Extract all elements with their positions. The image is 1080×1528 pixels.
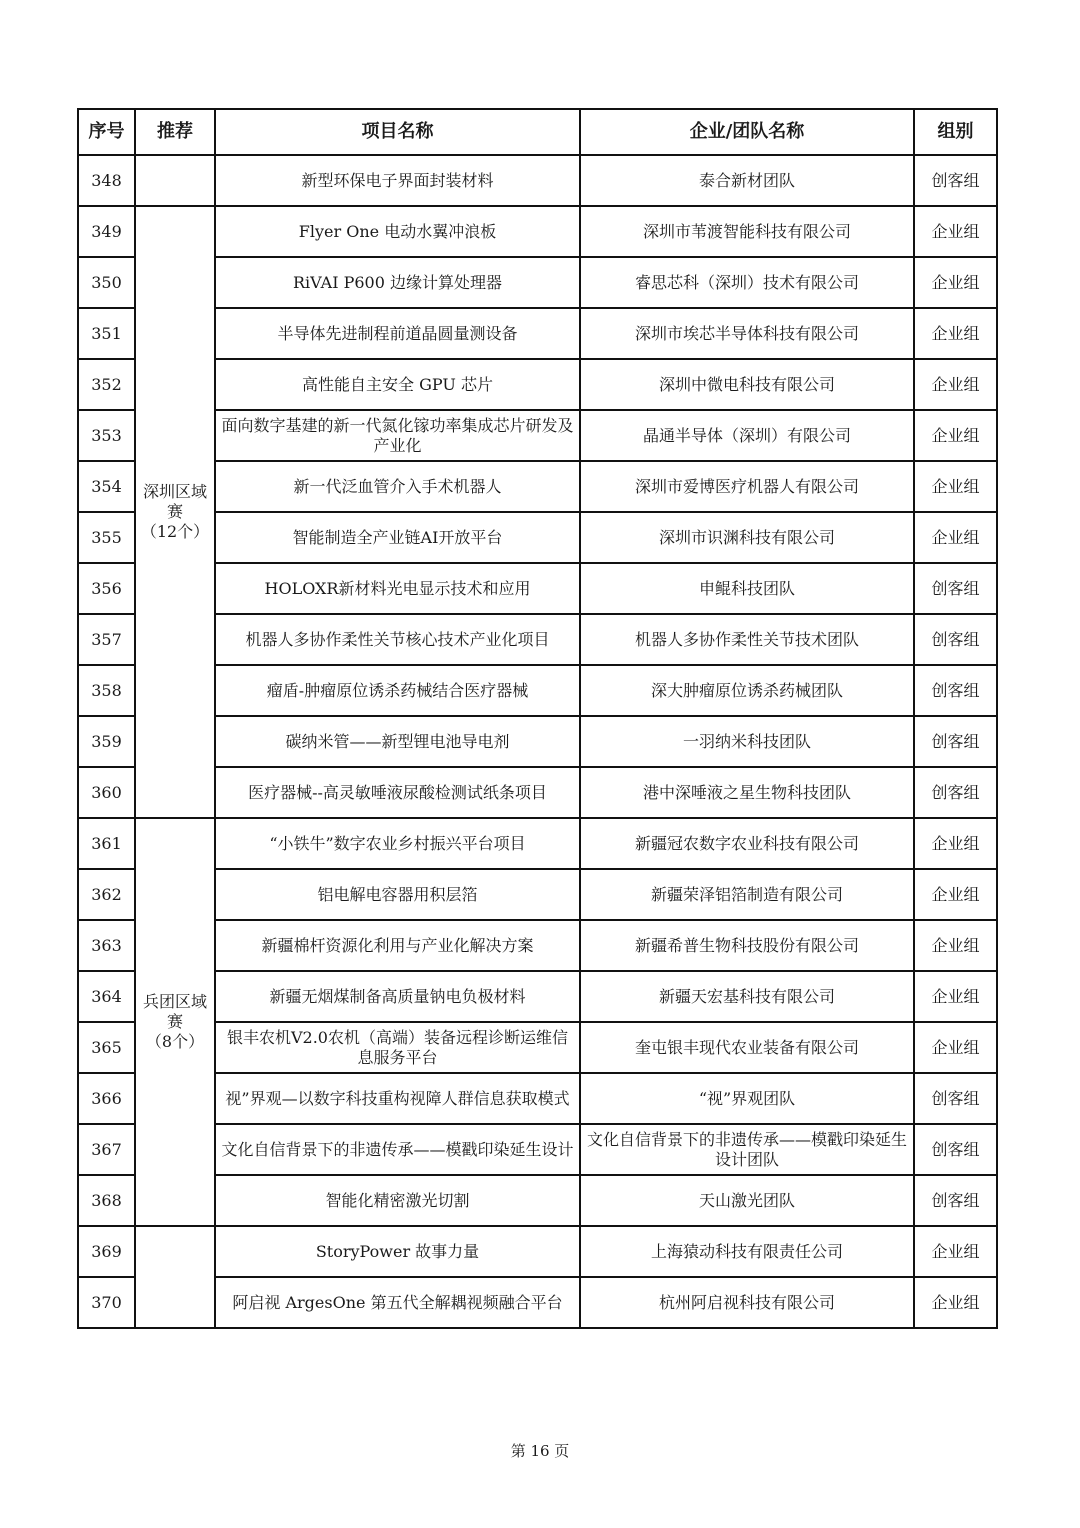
row-project: 新型环保电子界面封装材料 <box>215 155 580 206</box>
row-group: 创客组 <box>914 155 997 206</box>
row-company: “视”界观团队 <box>580 1073 914 1124</box>
header-seq: 序号 <box>78 109 135 155</box>
row-company: 机器人多协作柔性关节技术团队 <box>580 614 914 665</box>
row-project: 文化自信背景下的非遗传承——模戳印染延生设计 <box>215 1124 580 1175</box>
row-company: 上海猿动科技有限责任公司 <box>580 1226 914 1277</box>
row-group: 创客组 <box>914 716 997 767</box>
page-number: 第 16 页 <box>510 1442 570 1460</box>
row-project: StoryPower 故事力量 <box>215 1226 580 1277</box>
row-seq: 356 <box>78 563 135 614</box>
row-group: 创客组 <box>914 767 997 818</box>
row-group: 创客组 <box>914 563 997 614</box>
recommend-cell <box>135 206 215 818</box>
row-company: 新疆天宏基科技有限公司 <box>580 971 914 1022</box>
row-company: 申鲲科技团队 <box>580 563 914 614</box>
row-group: 企业组 <box>914 920 997 971</box>
recommend-cell <box>135 1226 215 1328</box>
row-project: Flyer One 电动水翼冲浪板 <box>215 206 580 257</box>
row-company: 一羽纳米科技团队 <box>580 716 914 767</box>
table-row <box>78 818 997 869</box>
row-seq: 362 <box>78 869 135 920</box>
table-row <box>78 716 997 767</box>
header-group: 组别 <box>914 109 997 155</box>
row-project: 医疗器械--高灵敏唾液尿酸检测试纸条项目 <box>215 767 580 818</box>
row-project: 银丰农机V2.0农机（高端）装备远程诊断运维信息服务平台 <box>215 1022 580 1073</box>
table-row <box>78 665 997 716</box>
table-row <box>78 155 997 206</box>
row-group: 企业组 <box>914 410 997 461</box>
table-row <box>78 563 997 614</box>
row-group: 企业组 <box>914 512 997 563</box>
row-seq: 360 <box>78 767 135 818</box>
row-company: 杭州阿启视科技有限公司 <box>580 1277 914 1328</box>
row-project: 智能制造全产业链AI开放平台 <box>215 512 580 563</box>
row-project: 阿启视 ArgesOne 第五代全解耦视频融合平台 <box>215 1277 580 1328</box>
row-project: “小铁牛”数字农业乡村振兴平台项目 <box>215 818 580 869</box>
header-project: 项目名称 <box>215 109 580 155</box>
row-group: 企业组 <box>914 461 997 512</box>
table-row <box>78 1022 997 1073</box>
row-group: 创客组 <box>914 1175 997 1226</box>
recommend-label: 兵团区域赛 <box>142 992 207 1031</box>
row-company: 新疆希普生物科技股份有限公司 <box>580 920 914 971</box>
row-company: 港中深唾液之星生物科技团队 <box>580 767 914 818</box>
row-seq: 351 <box>78 308 135 359</box>
row-project: 视”界观—以数字科技重构视障人群信息获取模式 <box>215 1073 580 1124</box>
row-seq: 366 <box>78 1073 135 1124</box>
row-seq: 365 <box>78 1022 135 1073</box>
row-seq: 361 <box>78 818 135 869</box>
row-project: 新疆棉杆资源化利用与产业化解决方案 <box>215 920 580 971</box>
recommend-label: 深圳区域赛 <box>142 482 207 521</box>
project-table <box>77 108 998 1329</box>
row-company: 深圳市爱博医疗机器人有限公司 <box>580 461 914 512</box>
row-company: 深大肿瘤原位诱杀药械团队 <box>580 665 914 716</box>
table-row <box>78 767 997 818</box>
row-seq: 364 <box>78 971 135 1022</box>
table-row <box>78 869 997 920</box>
table-row <box>78 461 997 512</box>
row-group: 企业组 <box>914 869 997 920</box>
table-row <box>78 1073 997 1124</box>
row-group: 企业组 <box>914 308 997 359</box>
row-company: 深圳市埃芯半导体科技有限公司 <box>580 308 914 359</box>
row-group: 企业组 <box>914 1022 997 1073</box>
recommend-label: （8个） <box>145 1032 205 1051</box>
row-seq: 355 <box>78 512 135 563</box>
table-row <box>78 920 997 971</box>
row-seq: 368 <box>78 1175 135 1226</box>
row-project: 瘤盾-肿瘤原位诱杀药械结合医疗器械 <box>215 665 580 716</box>
row-company: 新疆荣泽铝箔制造有限公司 <box>580 869 914 920</box>
table-row <box>78 1175 997 1226</box>
row-seq: 370 <box>78 1277 135 1328</box>
row-seq: 367 <box>78 1124 135 1175</box>
table-row <box>78 410 997 461</box>
table-row <box>78 614 997 665</box>
row-company: 深圳中微电科技有限公司 <box>580 359 914 410</box>
row-project: 新一代泛血管介入手术机器人 <box>215 461 580 512</box>
header-row <box>78 109 997 155</box>
row-seq: 348 <box>78 155 135 206</box>
row-project: 机器人多协作柔性关节核心技术产业化项目 <box>215 614 580 665</box>
row-seq: 354 <box>78 461 135 512</box>
row-company: 深圳市识渊科技有限公司 <box>580 512 914 563</box>
row-project: 新疆无烟煤制备高质量钠电负极材料 <box>215 971 580 1022</box>
row-company: 晶通半导体（深圳）有限公司 <box>580 410 914 461</box>
table-row <box>78 257 997 308</box>
row-seq: 352 <box>78 359 135 410</box>
row-group: 创客组 <box>914 614 997 665</box>
row-group: 企业组 <box>914 1277 997 1328</box>
row-project: 高性能自主安全 GPU 芯片 <box>215 359 580 410</box>
row-group: 企业组 <box>914 206 997 257</box>
row-group: 企业组 <box>914 971 997 1022</box>
row-group: 创客组 <box>914 1124 997 1175</box>
row-seq: 353 <box>78 410 135 461</box>
row-company: 天山激光团队 <box>580 1175 914 1226</box>
table-row <box>78 512 997 563</box>
recommend-cell <box>135 155 215 206</box>
row-project: 半导体先进制程前道晶圆量测设备 <box>215 308 580 359</box>
row-seq: 369 <box>78 1226 135 1277</box>
row-company: 睿思芯科（深圳）技术有限公司 <box>580 257 914 308</box>
row-seq: 349 <box>78 206 135 257</box>
row-company: 深圳市苇渡智能科技有限公司 <box>580 206 914 257</box>
row-seq: 357 <box>78 614 135 665</box>
recommend-cell <box>135 818 215 1226</box>
row-project: 面向数字基建的新一代氮化镓功率集成芯片研发及产业化 <box>215 410 580 461</box>
row-seq: 359 <box>78 716 135 767</box>
header-recommend: 推荐 <box>135 109 215 155</box>
row-project: 碳纳米管——新型锂电池导电剂 <box>215 716 580 767</box>
header-company: 企业/团队名称 <box>580 109 914 155</box>
row-company: 新疆冠农数字农业科技有限公司 <box>580 818 914 869</box>
row-group: 企业组 <box>914 818 997 869</box>
row-company: 文化自信背景下的非遗传承——模戳印染延生设计团队 <box>580 1124 914 1175</box>
row-project: 铝电解电容器用积层箔 <box>215 869 580 920</box>
table-row <box>78 971 997 1022</box>
table-row <box>78 1226 997 1277</box>
row-group: 创客组 <box>914 665 997 716</box>
row-group: 企业组 <box>914 359 997 410</box>
table-row <box>78 308 997 359</box>
row-group: 企业组 <box>914 257 997 308</box>
table-row <box>78 1277 997 1328</box>
row-project: 智能化精密激光切割 <box>215 1175 580 1226</box>
table-row <box>78 206 997 257</box>
recommend-label: （12个） <box>140 522 210 541</box>
row-seq: 358 <box>78 665 135 716</box>
row-group: 企业组 <box>914 1226 997 1277</box>
row-seq: 363 <box>78 920 135 971</box>
row-company: 泰合新材团队 <box>580 155 914 206</box>
table-row <box>78 1124 997 1175</box>
row-company: 奎屯银丰现代农业装备有限公司 <box>580 1022 914 1073</box>
row-seq: 350 <box>78 257 135 308</box>
row-project: RiVAI P600 边缘计算处理器 <box>215 257 580 308</box>
row-project: HOLOXR新材料光电显示技术和应用 <box>215 563 580 614</box>
table-row <box>78 359 997 410</box>
row-group: 创客组 <box>914 1073 997 1124</box>
